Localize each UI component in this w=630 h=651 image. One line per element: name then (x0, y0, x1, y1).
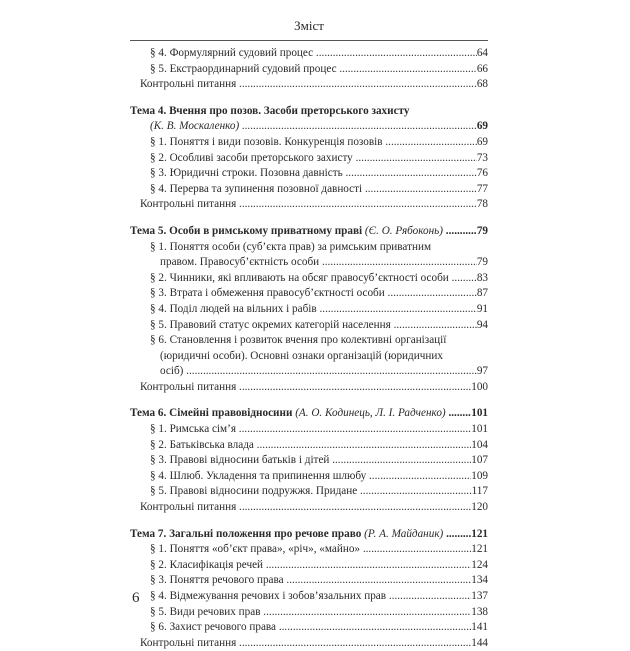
topic-4-heading[interactable]: Тема 4. Вчення про позов. Засоби преторського захисту (130, 104, 410, 117)
toc-entry[interactable]: § 4. Відмежування речових і зобов’язальних прав ..... 137 (130, 589, 488, 605)
toc-entry[interactable]: § 5. Види речових прав ..... 138 (130, 605, 488, 621)
toc-entry-line[interactable]: § 6. Становлення і розвиток вчення про колективні організації (150, 334, 447, 347)
toc-entry[interactable]: § 5. Правові відносини подружжя. Придане ..... 117 (130, 484, 488, 500)
toc-questions-entry[interactable]: Контрольні питання ..... 120 (130, 500, 488, 516)
toc-entry[interactable]: § 4. Шлюб. Укладення та припинення шлюбу ..... 109 (130, 469, 488, 485)
toc-entry[interactable]: § 2. Особливі засоби преторського захисту ..... 73 (130, 151, 488, 167)
toc-entry[interactable]: § 5. Правовий статус окремих категорій населення ..... 94 (130, 318, 488, 334)
toc-entry[interactable]: осіб) ..... 97 (130, 364, 488, 380)
topic-7-heading[interactable]: Тема 7. Загальні положення про речове право (Р. А. Майданик) ..... 121 (130, 527, 488, 543)
table-of-contents (130, 46, 488, 651)
toc-entry-line[interactable]: (юридичні особи). Основні ознаки організацій (юридичних (160, 349, 443, 362)
toc-questions-entry[interactable]: Контрольні питання ..... 100 (130, 380, 488, 396)
toc-entry[interactable]: § 2. Класифікація речей ..... 124 (130, 558, 488, 574)
toc-questions-entry[interactable]: Контрольні питання ..... 68 (130, 77, 488, 93)
toc-entry[interactable]: § 3. Втрата і обмеження правосуб’єктності особи ..... 87 (130, 286, 488, 302)
toc-entry[interactable]: § 6. Захист речового права ..... 141 (130, 620, 488, 636)
toc-entry[interactable]: § 1. Поняття і види позовів. Конкуренція позовів ..... 69 (130, 135, 488, 151)
running-header (130, 12, 488, 41)
toc-entry[interactable]: § 5. Екстраординарний судовий процес ..... 66 (130, 62, 488, 78)
toc-entry[interactable]: правом. Правосуб’єктність особи ..... 79 (130, 255, 488, 271)
toc-entry[interactable]: § 3. Поняття речового права ..... 134 (130, 573, 488, 589)
toc-entry[interactable]: § 2. Чинники, які впливають на обсяг правосуб’єктності особи ..... 83 (130, 271, 488, 287)
toc-entry[interactable]: § 3. Юридичні строки. Позовна давність ..... 76 (130, 166, 488, 182)
topic-4-author-line[interactable]: (К. В. Москаленко) ..... 69 (130, 119, 488, 135)
toc-entry[interactable]: § 1. Римська сім’я ..... 101 (130, 422, 488, 438)
toc-entry-line[interactable]: § 1. Поняття особи (суб’єкта прав) за римським приватним (150, 240, 432, 253)
toc-entry[interactable]: § 4. Поділ людей на вільних і рабів ..... 91 (130, 302, 488, 318)
toc-entry[interactable]: § 2. Батьківська влада ..... 104 (130, 438, 488, 454)
toc-entry[interactable]: § 4. Перерва та зупинення позовної давності ..... 77 (130, 182, 488, 198)
topic-5-heading[interactable]: Тема 5. Особи в римському приватному праві (Є. О. Рябоконь) ..... 79 (130, 224, 488, 240)
toc-questions-entry[interactable]: Контрольні питання ..... 78 (130, 197, 488, 213)
toc-entry[interactable]: § 3. Правові відносини батьків і дітей ..... 107 (130, 453, 488, 469)
toc-entry[interactable]: § 4. Формулярний судовий процес ..... 64 (130, 46, 488, 62)
page-number: 6 (132, 590, 140, 606)
topic-6-heading[interactable]: Тема 6. Сімейні правовідносини (А. О. Кодинець, Л. І. Радченко) ..... 101 (130, 406, 488, 422)
header-title: Зміст (294, 18, 324, 33)
toc-entry[interactable]: § 1. Поняття «об’єкт права», «річ», «майно» ..... 121 (130, 542, 488, 558)
toc-questions-entry[interactable]: Контрольні питання ..... 144 (130, 636, 488, 651)
